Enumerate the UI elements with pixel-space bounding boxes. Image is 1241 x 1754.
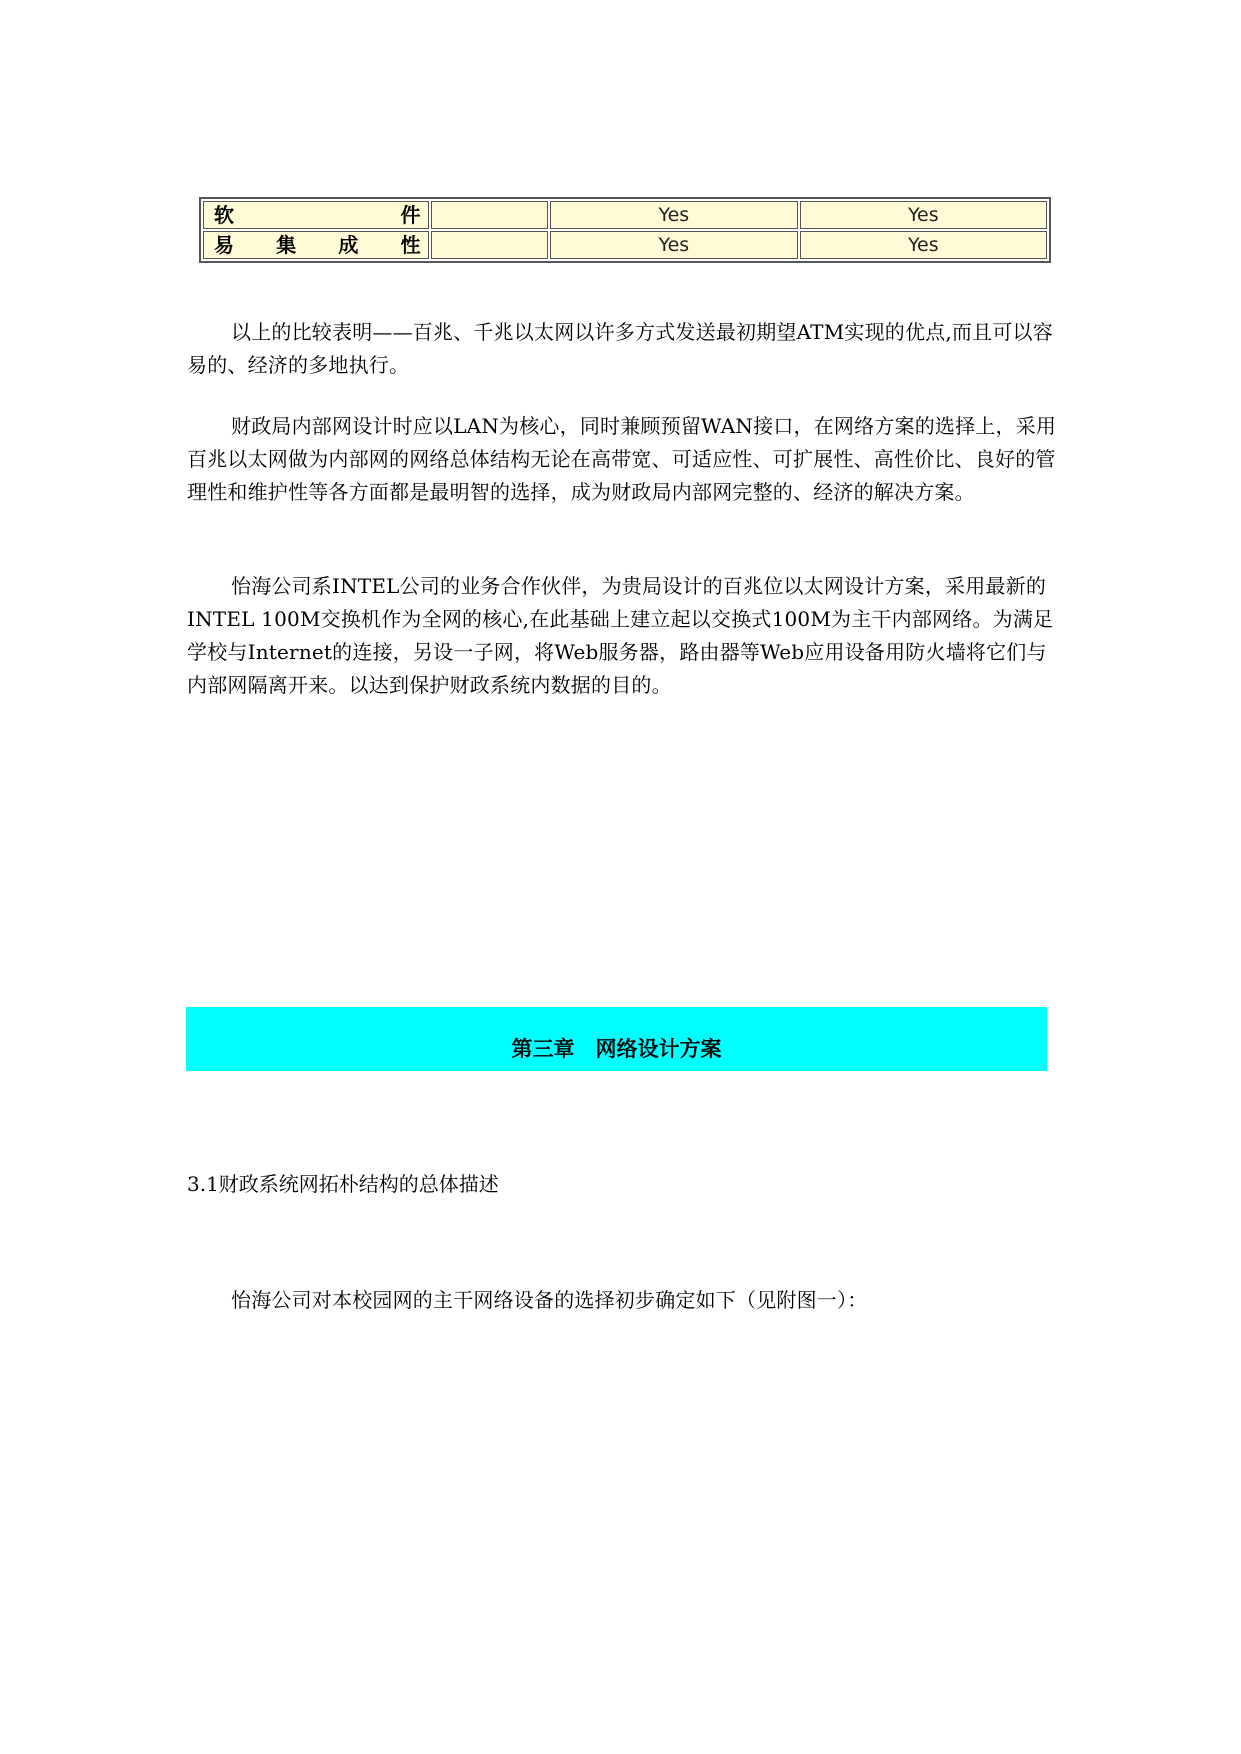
row-label-char: 软	[214, 203, 234, 227]
table-cell	[431, 231, 548, 259]
table-row	[203, 201, 1047, 229]
table-cell: Yes	[550, 231, 797, 259]
paragraph-comparison-summary: 以上的比较表明——百兆、千兆以太网以许多方式发送最初期望ATM实现的优点,而且可以容易的、经济的多地执行。	[187, 320, 1053, 377]
row-label-char: 性	[400, 233, 421, 257]
row-label-char: 件	[400, 203, 421, 227]
row-label-char: 易	[214, 233, 234, 257]
paragraph-company-solution: 怡海公司系INTEL公司的业务合作伙伴，为贵局设计的百兆位以太网设计方案，采用最新的INTEL 100M交换机作为全网的核心,在此基础上建立起以交换式100M为主干内部网络。为满足学校与Internet的连接，另设一子网，将Web服务器，路由器等Web应用设备用防火墙将它们与内部网隔离开来。以达到保护财政系统内数据的目的。	[187, 574, 1054, 697]
paragraph-backbone-equipment: 怡海公司对本校园网的主干网络设备的选择初步确定如下（见附图一）：	[231, 1288, 868, 1312]
paragraph-network-design: 财政局内部网设计时应以LAN为核心，同时兼顾预留WAN接口，在网络方案的选择上，采用百兆以太网做为内部网的网络总体结构无论在高带宽、可适应性、可扩展性、高性价比、良好的管理性和维护性等各方面都是最明智的选择，成为财政局内部网完整的、经济的解决方案。	[187, 414, 1057, 504]
row-label-char: 集	[276, 233, 297, 257]
table-cell: Yes	[550, 201, 797, 229]
chapter-banner	[186, 1007, 1047, 1071]
row-label-cell	[203, 231, 429, 259]
comparison-table	[199, 197, 1051, 263]
row-label-char: 成	[338, 233, 359, 257]
row-label-cell	[203, 201, 429, 229]
section-heading: 3.1财政系统网拓朴结构的总体描述	[187, 1172, 499, 1196]
table-cell: Yes	[800, 231, 1047, 259]
chapter-title: 第三章 网络设计方案	[511, 1037, 722, 1061]
table-cell: Yes	[800, 201, 1047, 229]
table-cell	[431, 201, 548, 229]
table-row	[203, 231, 1047, 259]
